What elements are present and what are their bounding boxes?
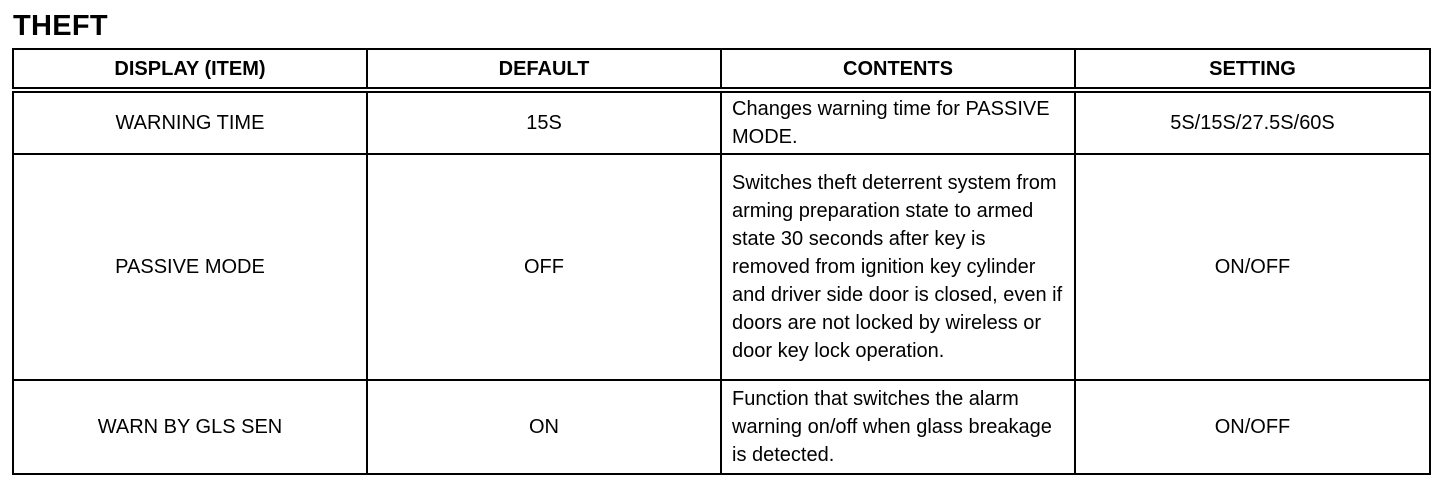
table-row bbox=[13, 380, 1430, 474]
item-cell: WARN BY GLS SEN bbox=[13, 380, 367, 474]
contents-cell: Function that switches the alarm warning on/off when glass breakage is detected. bbox=[721, 380, 1075, 474]
setting-cell: 5S/15S/27.5S/60S bbox=[1075, 90, 1430, 154]
table-header-row bbox=[13, 49, 1430, 90]
column-header-setting: SETTING bbox=[1075, 49, 1430, 90]
setting-cell: ON/OFF bbox=[1075, 154, 1430, 380]
setting-cell: ON/OFF bbox=[1075, 380, 1430, 474]
contents-cell: Switches theft deterrent system from arming preparation state to armed state 30 seconds after key is removed from ignition key cylinder and driver side door is closed, even if doors are not locked by wireless or door key lock operation. bbox=[721, 154, 1075, 380]
item-cell: PASSIVE MODE bbox=[13, 154, 367, 380]
table-row bbox=[13, 90, 1430, 154]
default-cell: OFF bbox=[367, 154, 721, 380]
column-header-default: DEFAULT bbox=[367, 49, 721, 90]
item-cell: WARNING TIME bbox=[13, 90, 367, 154]
table-row bbox=[13, 154, 1430, 380]
column-header-contents: CONTENTS bbox=[721, 49, 1075, 90]
default-cell: 15S bbox=[367, 90, 721, 154]
default-cell: ON bbox=[367, 380, 721, 474]
theft-settings-table bbox=[12, 48, 1431, 475]
contents-cell: Changes warning time for PASSIVE MODE. bbox=[721, 90, 1075, 154]
page-title: THEFT bbox=[13, 10, 108, 42]
column-header-display-item: DISPLAY (ITEM) bbox=[13, 49, 367, 90]
